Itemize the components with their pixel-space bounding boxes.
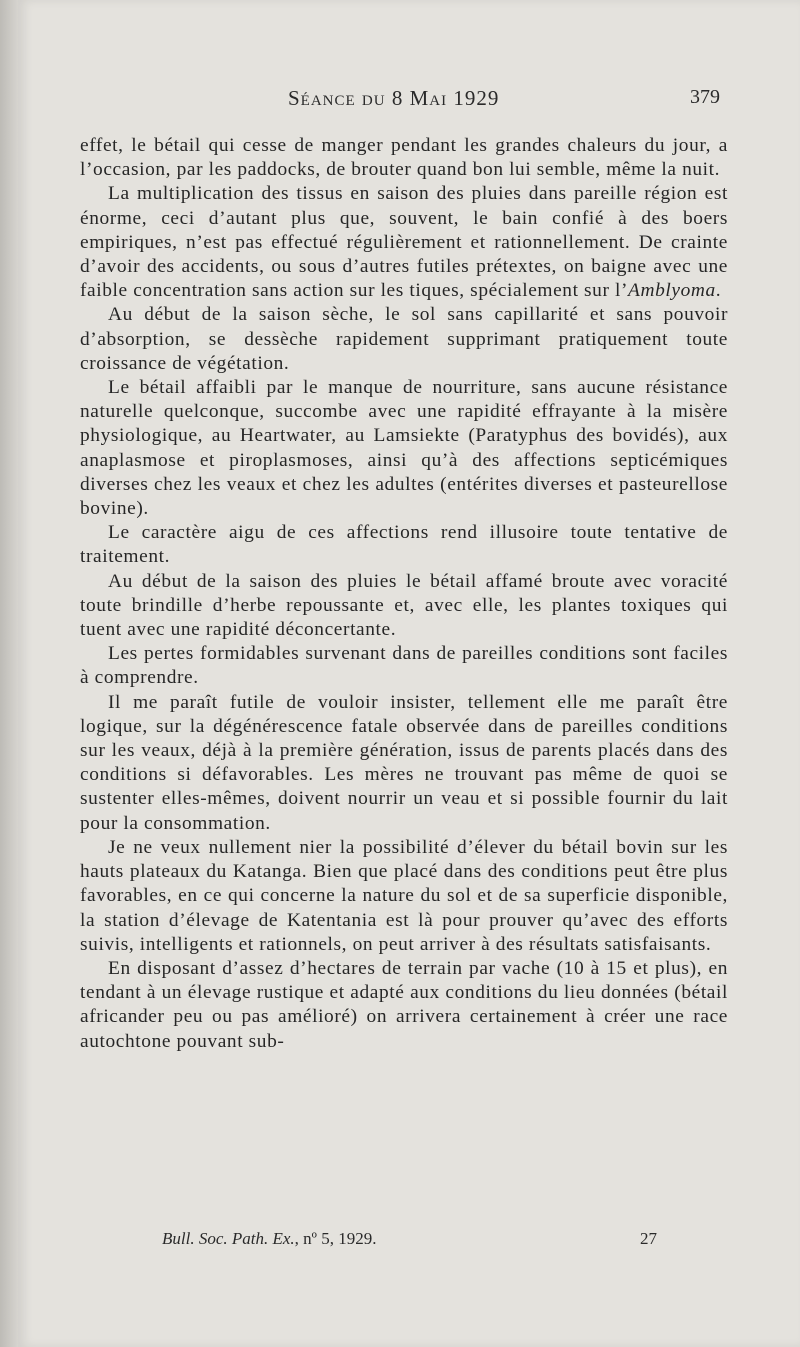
paragraph-1: effet, le bétail qui cesse de manger pendant les grandes chaleurs du jour, a l’occasion, par les paddocks, de brouter quand bon lui semble, même la nuit.	[80, 135, 728, 181]
signature-mark: 27	[640, 1229, 657, 1248]
paragraph-8: Il me paraît futile de vouloir insister, tellement elle me paraît être logique, sur la dégénérescence fatale observée dans de pareilles conditions sur les veaux, déjà à la première génération, issus de parents placés dans des conditions si défavorables. Les mères ne trouvant pas même de quoi se sustenter elles-mêmes, doivent nourrir un veau et si possible fournir du lait pour la consommation.	[80, 691, 728, 834]
paragraph-2-end: .	[715, 280, 722, 302]
page-header	[0, 86, 800, 116]
running-title: Séance du 8 Mai 1929	[288, 86, 500, 110]
paragraph-10: En disposant d’assez d’hectares de terrain par vache (10 à 15 et plus), en tendant à un élevage rustique et adapté aux conditions du lieu données (bétail africander peu ou pas amélioré) on arrivera certainement à créer une race autochtone pouvant sub-	[80, 957, 728, 1052]
paragraph-4: Le bétail affaibli par le manque de nourriture, sans aucune résistance naturelle quelconque, succombe avec une rapidité effrayante à la misère physiologique, au Heartwater, au Lamsiekte (Paratyphus des bovidés), aux anaplasmose et piroplasmoses, ainsi qu’à des affections septicémiques diverses chez les veaux et chez les adultes (entérites diverses et pasteurellose bovine).	[80, 377, 728, 520]
book-gutter	[0, 0, 18, 1347]
paragraph-9: Je ne veux nullement nier la possibilité d’élever du bétail bovin sur les hauts plateaux du Katanga. Bien que placé dans des conditions peut être plus favorables, en ce qui concerne la nature du sol et de sa superficie disponible, la station d’élevage de Katentania est là pour prouver qu’avec des efforts suivis, intelligents et rationnels, on peut arriver à des résultats satisfaisants.	[80, 836, 728, 955]
paragraph-2-text: La multiplication des tissus en saison des pluies dans pareille région est énorme, ceci d’autant plus que, souvent, le bain confié à des boers empiriques, n’est pas effectué régulièrement et rationnellement. De crainte d’avoir des accidents, ou sous d’autres futiles prétextes, on baigne avec une faible concentration sans action sur les tiques, spécialement sur l’	[80, 183, 728, 302]
journal-issue: , nº 5, 1929.	[294, 1229, 377, 1248]
journal-name: Bull. Soc. Path. Ex.	[162, 1229, 295, 1248]
paragraph-3: Au début de la saison sèche, le sol sans capillarité et sans pouvoir d’absorption, se dessèche rapidement supprimant pratiquement toute croissance de végétation.	[80, 304, 728, 374]
species-name: Amblyoma	[628, 280, 716, 302]
paragraph-6: Au début de la saison des pluies le bétail affamé broute avec voracité toute brindille d’herbe repoussante et, avec elle, les plantes toxiques qui tuent avec une rapidité déconcertante.	[80, 570, 728, 641]
journal-citation	[162, 1229, 376, 1249]
body-text	[80, 134, 728, 1054]
page-footer	[0, 1229, 800, 1257]
page-number: 379	[690, 86, 720, 108]
paragraph-2	[80, 182, 728, 303]
paragraph-7: Les pertes formidables survenant dans de pareilles conditions sont faciles à comprendre.	[80, 643, 728, 689]
paragraph-5: Le caractère aigu de ces affections rend illusoire toute tentative de traitement.	[80, 522, 728, 568]
